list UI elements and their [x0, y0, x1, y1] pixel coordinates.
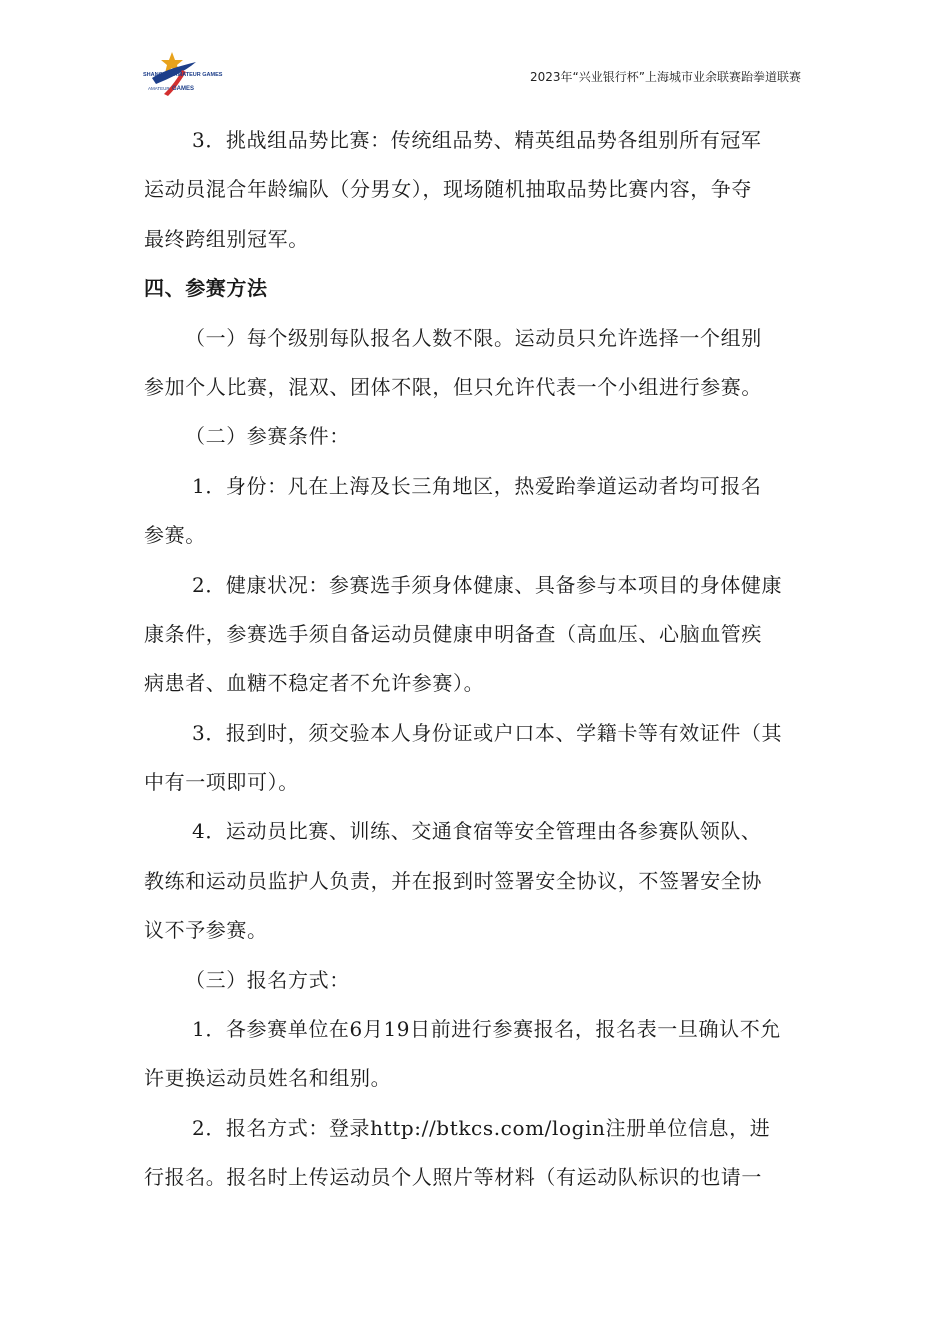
paragraph-line: 3．报到时，须交验本人身份证或户口本、学籍卡等有效证件（其 [192, 720, 783, 745]
subsection-heading: （三）报名方式： [185, 967, 350, 992]
paragraph-line: 康条件，参赛选手须自备运动员健康申明备查（高血压、心脑血管疾 [144, 621, 762, 646]
paragraph-line: 参赛。 [144, 523, 206, 548]
paragraph-line: 4．运动员比赛、训练、交通食宿等安全管理由各参赛队领队、 [192, 819, 762, 844]
paragraph-line: 1．各参赛单位在6月19日前进行参赛报名，报名表一旦确认不允 [192, 1017, 781, 1042]
subsection-heading: （二）参赛条件： [185, 424, 350, 449]
paragraph-line: 2．健康状况：参赛选手须身体健康、具备参与本项目的身体健康 [192, 572, 783, 597]
shanghai-amateur-games-logo-icon [142, 48, 223, 100]
logo-text: SHANGHAI AMATEUR GAMES [143, 72, 223, 78]
paragraph-line: 参加个人比赛，混双、团体不限，但只允许代表一个小组进行参赛。 [144, 374, 762, 399]
paragraph-line: 2．报名方式：登录http://btkcs.com/login注册单位信息，进 [192, 1115, 771, 1140]
paragraph-line: 病患者、血糖不稳定者不允许参赛）。 [144, 671, 485, 696]
paragraph-line: 许更换运动员姓名和组别。 [144, 1066, 392, 1091]
paragraph-line: 运动员混合年龄编队（分男女），现场随机抽取品势比赛内容，争夺 [144, 177, 752, 202]
paragraph-line: 中有一项即可）。 [144, 770, 299, 795]
svg-text:GAMES: GAMES [172, 86, 195, 92]
paragraph-line: 最终跨组别冠军。 [144, 226, 309, 251]
paragraph-line: 1．身份：凡在上海及长三角地区，热爱跆拳道运动者均可报名 [192, 473, 762, 498]
svg-text:AMATEUR: AMATEUR [148, 86, 170, 91]
paragraph-line: 行报名。报名时上传运动员个人照片等材料（有运动队标识的也请一 [144, 1165, 762, 1190]
section-heading: 四、参赛方法 [144, 276, 268, 301]
document-body [144, 116, 802, 1203]
paragraph-line: 3．挑战组品势比赛：传统组品势、精英组品势各组别所有冠军 [192, 128, 762, 152]
paragraph-line: 教练和运动员监护人负责，并在报到时签署安全协议，不签署安全协 [144, 868, 762, 893]
header-title: 2023年“兴业银行杯”上海城市业余联赛跆拳道联赛 [530, 70, 801, 84]
paragraph-line: 议不予参赛。 [144, 918, 268, 943]
paragraph-line: （一）每个级别每队报名人数不限。运动员只允许选择一个组别 [185, 325, 762, 350]
